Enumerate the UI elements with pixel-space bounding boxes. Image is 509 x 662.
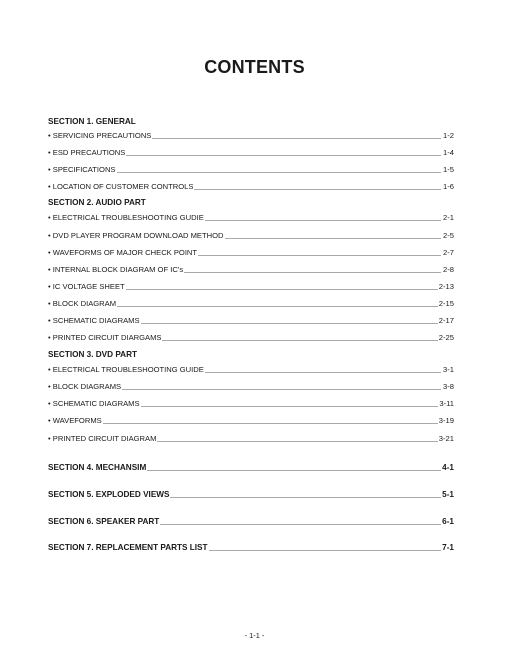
- dot-leader: [205, 371, 441, 374]
- toc-entry-label: • BLOCK DIAGRAM: [48, 299, 117, 308]
- toc-entry-page: 3-8: [443, 382, 454, 391]
- toc-entry-label: • WAVEFORMS OF MAJOR CHECK POINT: [48, 248, 198, 257]
- toc-entry-label: • IC VOLTAGE SHEET: [48, 282, 125, 291]
- section-heading: SECTION 1. GENERAL: [48, 117, 136, 126]
- toc-entry-page: 4-1: [442, 463, 454, 472]
- toc-entry-label: SECTION 5. EXPLODED VIEWS: [48, 490, 170, 499]
- toc-entry[interactable]: [48, 247, 454, 259]
- toc-entry-page: 1-2: [443, 131, 454, 140]
- toc-entry[interactable]: [48, 298, 454, 310]
- toc-entry-page: 3-21: [438, 434, 454, 443]
- toc-entry-label: • DVD PLAYER PROGRAM DOWNLOAD METHOD: [48, 231, 224, 240]
- dot-leader: [205, 219, 441, 222]
- dot-leader: [141, 405, 439, 408]
- toc-entry[interactable]: [48, 433, 454, 445]
- toc-entry[interactable]: [48, 130, 454, 142]
- toc-entry-label: • ESD PRECAUTIONS: [48, 148, 126, 157]
- toc-entry-page: 2-1: [443, 213, 454, 222]
- dot-leader: [126, 288, 438, 291]
- toc-entry[interactable]: [48, 147, 454, 159]
- toc-entry[interactable]: [48, 281, 454, 293]
- toc-entry[interactable]: [48, 315, 454, 327]
- dot-leader: [103, 422, 438, 425]
- toc-entry[interactable]: [48, 364, 454, 376]
- toc-entry-page: 3-11: [439, 399, 454, 408]
- toc-entry-page: 1-6: [443, 182, 454, 191]
- dot-leader: [117, 305, 438, 308]
- toc-section-entry[interactable]: [48, 542, 454, 554]
- toc-entry-label: • SCHEMATIC DIAGRAMS: [48, 316, 140, 325]
- dot-leader: [184, 271, 441, 274]
- toc-entry-page: 2-25: [438, 333, 454, 342]
- dot-leader: [162, 339, 437, 342]
- toc-entry-label: • INTERNAL BLOCK DIAGRAM OF IC’s: [48, 265, 184, 274]
- toc-entry-page: 5-1: [442, 490, 454, 499]
- dot-leader: [122, 388, 441, 391]
- dot-leader: [225, 237, 441, 240]
- dot-leader: [152, 137, 441, 140]
- toc-entry-label: • ELECTRICAL TROUBLESHOOTING GUIDE: [48, 365, 204, 374]
- toc-entry-page: 6-1: [442, 517, 454, 526]
- dot-leader: [147, 469, 441, 472]
- dot-leader: [194, 188, 441, 191]
- toc-entry[interactable]: [48, 164, 454, 176]
- toc-entry-label: • WAVEFORMS: [48, 416, 102, 425]
- dot-leader: [198, 254, 441, 257]
- toc-entry[interactable]: [48, 398, 454, 410]
- toc-section-entry[interactable]: [48, 489, 454, 501]
- section-heading: SECTION 3. DVD PART: [48, 350, 138, 359]
- toc-entry-label: • SERVICING PRECAUTIONS: [48, 131, 152, 140]
- toc-entry-label: SECTION 4. MECHANSIM: [48, 463, 147, 472]
- toc-entry-page: 3-19: [438, 416, 454, 425]
- dot-leader: [126, 154, 441, 157]
- toc-entry[interactable]: [48, 332, 454, 344]
- toc-section-entry[interactable]: [48, 516, 454, 528]
- dot-leader: [209, 549, 441, 552]
- toc-entry[interactable]: [48, 415, 454, 427]
- toc-entry-label: • ELECTRICAL TROUBLESHOOTING GUDIE: [48, 213, 204, 222]
- toc-entry-label: SECTION 6. SPEAKER PART: [48, 517, 160, 526]
- dot-leader: [141, 322, 438, 325]
- toc-entry-page: 1-5: [443, 165, 454, 174]
- dot-leader: [160, 523, 441, 526]
- toc-entry[interactable]: [48, 264, 454, 276]
- toc-entry-page: 7-1: [442, 543, 454, 552]
- toc-entry-page: 2-13: [438, 282, 454, 291]
- dot-leader: [170, 496, 441, 499]
- dot-leader: [157, 440, 437, 443]
- toc-entry[interactable]: [48, 181, 454, 193]
- toc-entry-page: 2-17: [438, 316, 454, 325]
- toc-entry[interactable]: [48, 230, 454, 242]
- toc-entry[interactable]: [48, 381, 454, 393]
- toc-entry-page: 2-15: [438, 299, 454, 308]
- toc-entry-label: • PRINTED CIRCUIT DIAGRAM: [48, 434, 157, 443]
- toc-entry-page: 2-7: [443, 248, 454, 257]
- page-number: - 1-1 -: [244, 631, 265, 640]
- toc-entry-label: • SCHEMATIC DIAGRAMS: [48, 399, 140, 408]
- page-title: CONTENTS: [204, 57, 305, 77]
- toc-entry-label: • LOCATION OF CUSTOMER CONTROLS: [48, 182, 194, 191]
- toc-entry-label: • BLOCK DIAGRAMS: [48, 382, 122, 391]
- toc-entry-page: 2-5: [443, 231, 454, 240]
- toc-entry-page: 2-8: [443, 265, 454, 274]
- toc-entry-page: 1-4: [443, 148, 454, 157]
- toc-entry-label: • SPECIFICATIONS: [48, 165, 116, 174]
- toc-entry-page: 3-1: [443, 365, 454, 374]
- toc-entry-label: SECTION 7. REPLACEMENT PARTS LIST: [48, 543, 208, 552]
- dot-leader: [117, 171, 442, 174]
- toc-entry[interactable]: [48, 212, 454, 224]
- toc-entry-label: • PRINTED CIRCUIT DIARGAMS: [48, 333, 162, 342]
- section-heading: SECTION 2. AUDIO PART: [48, 198, 146, 207]
- toc-section-entry[interactable]: [48, 462, 454, 474]
